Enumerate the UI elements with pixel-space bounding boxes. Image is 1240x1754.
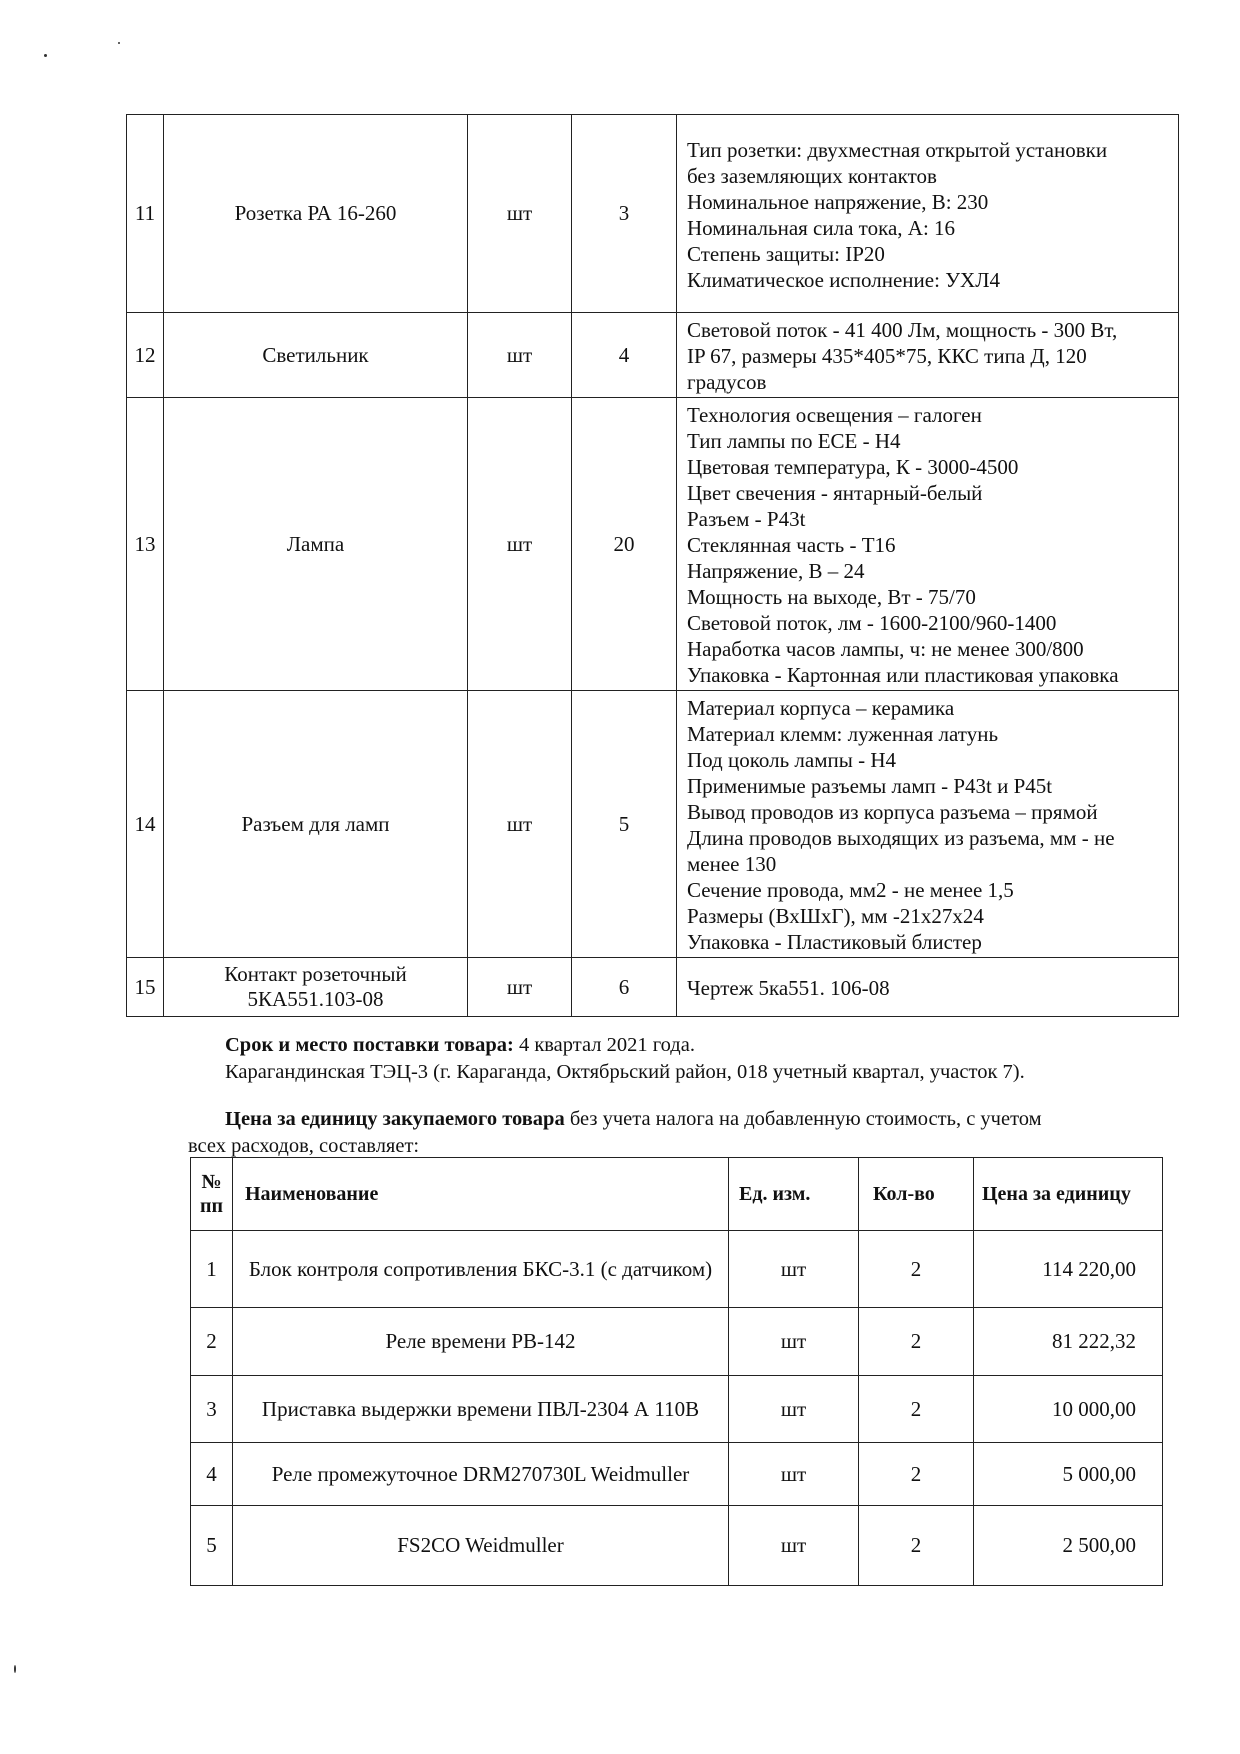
description-line: градусов (687, 370, 767, 394)
description-line: Номинальное напряжение, В: 230 (687, 189, 989, 214)
spec-row-qty: 3 (572, 115, 677, 313)
spec-row (127, 691, 1179, 958)
spec-row-unit: шт (468, 313, 572, 398)
description-line: Разъем - P43t (687, 507, 806, 531)
price-table (190, 1157, 1163, 1586)
description-line: Сечение провода, мм2 - не менее 1,5 (687, 878, 1014, 902)
spec-row-number: 11 (127, 115, 164, 313)
description-line: Световой поток - 41 400 Лм, мощность - 300 Вт, (687, 318, 1118, 342)
spec-row-description (677, 958, 1179, 1017)
price-row-qty: 2 (859, 1231, 974, 1308)
spec-table (126, 114, 1179, 1017)
delivery-label: Срок и место поставки товара: (225, 1034, 514, 1056)
description-line: Цвет свечения - янтарный-белый (687, 481, 983, 505)
price-intro-line (225, 1106, 1042, 1133)
header-unit: Ед. изм. (729, 1158, 859, 1231)
price-row-unit: шт (729, 1506, 859, 1586)
spec-row-description (677, 398, 1179, 691)
price-intro-line-2: всех расходов, составляет: (188, 1135, 420, 1157)
description-line: Размеры (ВхШхГ), мм -21х27х24 (687, 904, 984, 928)
delivery-terms (225, 1032, 1025, 1086)
spec-row-qty: 4 (572, 313, 677, 398)
description-line: Цветовая температура, К - 3000-4500 (687, 455, 1019, 479)
price-row (191, 1231, 1163, 1308)
price-row-number: 1 (191, 1231, 233, 1308)
spec-row-qty: 6 (572, 958, 677, 1017)
price-row-name: Реле промежуточное DRM270730L Weidmuller (233, 1443, 729, 1506)
spec-row (127, 115, 1179, 313)
price-row-name: Приставка выдержки времени ПВЛ-2304 А 110В (233, 1376, 729, 1443)
spec-row-unit: шт (468, 115, 572, 313)
scan-speck (44, 54, 47, 57)
price-row-price: 5 000,00 (974, 1443, 1163, 1506)
description-line: Материал клемм: луженная латунь (687, 722, 999, 746)
description-line: Длина проводов выходящих из разъема, мм - не (687, 826, 1115, 850)
scan-speck (14, 1665, 16, 1673)
delivery-place: Карагандинская ТЭЦ-3 (г. Караганда, Октябрьский район, 018 учетный квартал, участок 7). (225, 1061, 1025, 1083)
description-line: Наработка часов лампы, ч: не менее 300/800 (687, 637, 1084, 661)
spec-row-name: Розетка РА 16-260 (164, 115, 468, 313)
price-row-name: Реле времени РВ-142 (233, 1308, 729, 1376)
description-line: Световой поток, лм - 1600-2100/960-1400 (687, 611, 1057, 635)
price-row-name: FS2CO Weidmuller (233, 1506, 729, 1586)
spec-row-unit: шт (468, 958, 572, 1017)
description-line: Материал корпуса – керамика (687, 696, 955, 720)
spec-row-number: 14 (127, 691, 164, 958)
price-row-number: 5 (191, 1506, 233, 1586)
spec-row (127, 313, 1179, 398)
delivery-period: 4 квартал 2021 года. (513, 1034, 695, 1056)
price-row-qty: 2 (859, 1443, 974, 1506)
price-row-unit: шт (729, 1376, 859, 1443)
description-line: IP 67, размеры 435*405*75, ККС типа Д, 120 (687, 344, 1087, 368)
price-row-price: 10 000,00 (974, 1376, 1163, 1443)
spec-row-qty: 5 (572, 691, 677, 958)
description-line: Упаковка - Картонная или пластиковая упаковка (687, 663, 1119, 687)
price-row-unit: шт (729, 1308, 859, 1376)
description-line: Вывод проводов из корпуса разъема – прямой (687, 800, 1098, 824)
description-line: Напряжение, В – 24 (687, 559, 865, 583)
spec-row-name: Контакт розеточный 5КА551.103-08 (164, 958, 468, 1017)
description-line: Тип лампы по ЕСЕ - Н4 (687, 429, 901, 453)
description-line: Чертеж 5ка551. 106-08 (687, 976, 890, 1000)
description-line: Под цоколь лампы - Н4 (687, 748, 896, 772)
spec-row-number: 12 (127, 313, 164, 398)
spec-row-number: 15 (127, 958, 164, 1017)
spec-row-number: 13 (127, 398, 164, 691)
spec-row-description (677, 313, 1179, 398)
description-line: Технология освещения – галоген (687, 403, 982, 427)
spec-row-unit: шт (468, 398, 572, 691)
price-table-header (191, 1158, 1163, 1231)
description-line: Применимые разъемы ламп - P43t и P45t (687, 774, 1053, 798)
description-line: Номинальная сила тока, А: 16 (687, 215, 956, 240)
description-line: Климатическое исполнение: УХЛ4 (687, 267, 1000, 292)
description-line: без заземляющих контактов (687, 163, 937, 188)
price-row-price: 114 220,00 (974, 1231, 1163, 1308)
price-row-number: 4 (191, 1443, 233, 1506)
description-line: менее 130 (687, 852, 777, 876)
spec-row-unit: шт (468, 691, 572, 958)
price-row-number: 3 (191, 1376, 233, 1443)
header-price: Цена за единицу (974, 1158, 1163, 1231)
spec-row-description (677, 691, 1179, 958)
price-row-unit: шт (729, 1443, 859, 1506)
spec-row (127, 958, 1179, 1017)
price-row-price: 81 222,32 (974, 1308, 1163, 1376)
price-row-price: 2 500,00 (974, 1506, 1163, 1586)
description-line: Тип розетки: двухместная открытой установки (687, 137, 1108, 162)
price-row-qty: 2 (859, 1308, 974, 1376)
price-row (191, 1308, 1163, 1376)
description-line: Мощность на выходе, Вт - 75/70 (687, 585, 976, 609)
header-number: № пп (191, 1158, 233, 1231)
delivery-period-line (225, 1032, 1025, 1059)
spec-row-name: Лампа (164, 398, 468, 691)
description-line: Упаковка - Пластиковый блистер (687, 930, 982, 954)
price-intro-bold: Цена за единицу закупаемого товара (225, 1108, 565, 1130)
spec-row-qty: 20 (572, 398, 677, 691)
price-row-unit: шт (729, 1231, 859, 1308)
description-line: Степень защиты: IP20 (687, 241, 885, 266)
spec-row-name: Разъем для ламп (164, 691, 468, 958)
price-row (191, 1443, 1163, 1506)
price-row (191, 1506, 1163, 1586)
price-intro (225, 1106, 1042, 1133)
header-qty: Кол-во (859, 1158, 974, 1231)
price-row (191, 1376, 1163, 1443)
spec-row (127, 398, 1179, 691)
spec-row-description (677, 115, 1179, 313)
price-row-name: Блок контроля сопротивления БКС-3.1 (с датчиком) (233, 1231, 729, 1308)
scan-speck (118, 42, 120, 44)
description-line: Стеклянная часть - Т16 (687, 533, 896, 557)
spec-row-name: Светильник (164, 313, 468, 398)
header-name: Наименование (233, 1158, 729, 1231)
price-row-number: 2 (191, 1308, 233, 1376)
price-intro-rest: без учета налога на добавленную стоимость, с учетом (564, 1108, 1042, 1130)
price-row-qty: 2 (859, 1376, 974, 1443)
price-row-qty: 2 (859, 1506, 974, 1586)
